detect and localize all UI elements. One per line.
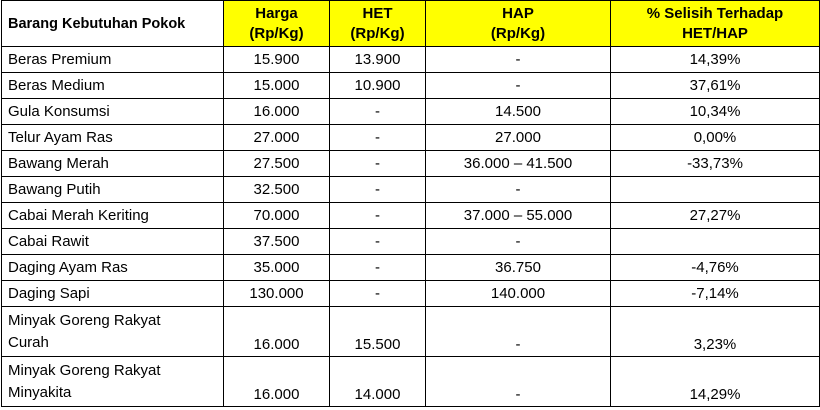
commodity-name: Minyak Goreng Rakyat Curah (2, 307, 224, 357)
header-het: HET (Rp/Kg) (330, 1, 426, 47)
harga-value: 32.500 (224, 177, 330, 203)
harga-value: 130.000 (224, 281, 330, 307)
het-value: - (330, 203, 426, 229)
selisih-value: 3,23% (611, 307, 820, 357)
selisih-value: 27,27% (611, 203, 820, 229)
harga-value: 15.900 (224, 47, 330, 73)
commodity-name: Beras Medium (2, 73, 224, 99)
table-row (2, 177, 820, 203)
price-table (1, 0, 820, 407)
commodity-name: Telur Ayam Ras (2, 125, 224, 151)
table-row (2, 151, 820, 177)
commodity-name: Gula Konsumsi (2, 99, 224, 125)
selisih-value: -33,73% (611, 151, 820, 177)
hap-value: - (426, 73, 611, 99)
table-row (2, 229, 820, 255)
het-value: 14.000 (330, 357, 426, 407)
selisih-value: 10,34% (611, 99, 820, 125)
table-row (2, 99, 820, 125)
het-value: - (330, 229, 426, 255)
het-value: 10.900 (330, 73, 426, 99)
table-header (2, 1, 820, 47)
selisih-value (611, 229, 820, 255)
table-row (2, 357, 820, 407)
het-value: - (330, 255, 426, 281)
hap-value: 36.000 – 41.500 (426, 151, 611, 177)
header-harga: Harga (Rp/Kg) (224, 1, 330, 47)
het-value: - (330, 125, 426, 151)
hap-value: - (426, 307, 611, 357)
het-value: - (330, 151, 426, 177)
table-body (2, 47, 820, 407)
harga-value: 16.000 (224, 307, 330, 357)
commodity-name: Minyak Goreng Rakyat Minyakita (2, 357, 224, 407)
selisih-value: 0,00% (611, 125, 820, 151)
table-row (2, 47, 820, 73)
harga-value: 15.000 (224, 73, 330, 99)
harga-value: 27.000 (224, 125, 330, 151)
table-row (2, 281, 820, 307)
het-value: - (330, 281, 426, 307)
table-row (2, 203, 820, 229)
selisih-value (611, 177, 820, 203)
commodity-name: Cabai Merah Keriting (2, 203, 224, 229)
hap-value: 27.000 (426, 125, 611, 151)
hap-value: - (426, 177, 611, 203)
het-value: 13.900 (330, 47, 426, 73)
table-row (2, 255, 820, 281)
header-hap: HAP (Rp/Kg) (426, 1, 611, 47)
table-row (2, 307, 820, 357)
commodity-name: Beras Premium (2, 47, 224, 73)
het-value: - (330, 177, 426, 203)
hap-value: - (426, 47, 611, 73)
header-commodity: Barang Kebutuhan Pokok (2, 1, 224, 47)
harga-value: 16.000 (224, 99, 330, 125)
harga-value: 70.000 (224, 203, 330, 229)
header-row (2, 1, 820, 47)
commodity-name: Bawang Merah (2, 151, 224, 177)
harga-value: 35.000 (224, 255, 330, 281)
selisih-value: 37,61% (611, 73, 820, 99)
hap-value: - (426, 229, 611, 255)
commodity-name: Daging Sapi (2, 281, 224, 307)
hap-value: 140.000 (426, 281, 611, 307)
selisih-value: 14,29% (611, 357, 820, 407)
het-value: - (330, 99, 426, 125)
harga-value: 37.500 (224, 229, 330, 255)
hap-value: 14.500 (426, 99, 611, 125)
table-row (2, 125, 820, 151)
hap-value: 37.000 – 55.000 (426, 203, 611, 229)
table-row (2, 73, 820, 99)
commodity-name: Daging Ayam Ras (2, 255, 224, 281)
het-value: 15.500 (330, 307, 426, 357)
hap-value: - (426, 357, 611, 407)
selisih-value: -7,14% (611, 281, 820, 307)
harga-value: 16.000 (224, 357, 330, 407)
selisih-value: -4,76% (611, 255, 820, 281)
commodity-name: Bawang Putih (2, 177, 224, 203)
commodity-name: Cabai Rawit (2, 229, 224, 255)
header-selisih: % Selisih Terhadap HET/HAP (611, 1, 820, 47)
harga-value: 27.500 (224, 151, 330, 177)
selisih-value: 14,39% (611, 47, 820, 73)
hap-value: 36.750 (426, 255, 611, 281)
